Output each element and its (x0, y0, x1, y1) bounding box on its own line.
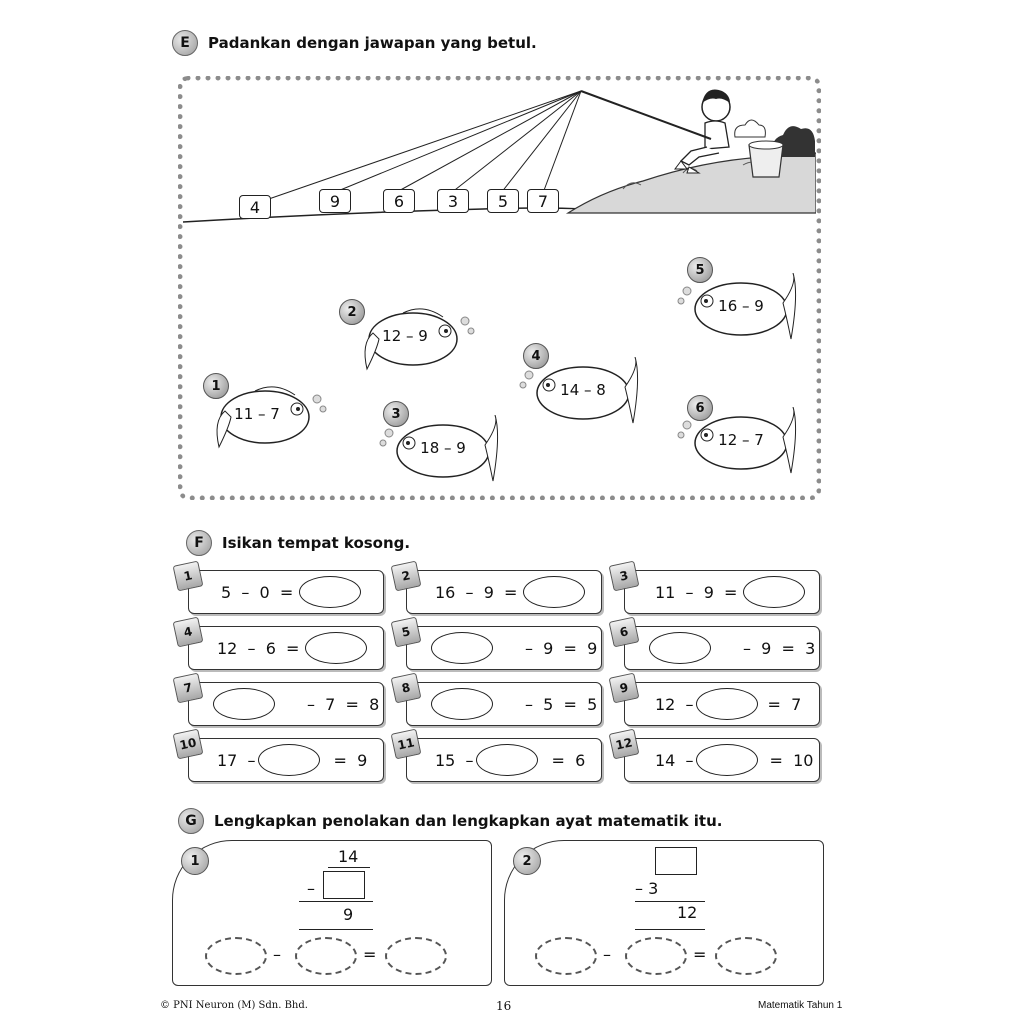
fish-5-number: 5 (687, 257, 713, 283)
card-1-result-line (299, 901, 373, 902)
card-1-bottom-line (299, 929, 373, 930)
fill-item-8-right: – 5 = 5 (525, 694, 598, 714)
fill-item-11-left: 15 – (435, 750, 474, 770)
card-1-sentence-equals: = (363, 945, 377, 964)
fill-item-9-number: 9 (609, 673, 640, 704)
fish-2-number: 2 (339, 299, 365, 325)
section-e-instruction: Padankan dengan jawapan yang betul. (208, 34, 537, 52)
card-1-result: 9 (343, 905, 354, 924)
fill-item-6 (618, 624, 820, 670)
fill-item-5-number: 5 (391, 617, 422, 648)
fill-item-6-number: 6 (609, 617, 640, 648)
fill-item-7-blank[interactable] (213, 688, 275, 720)
fill-item-1-number: 1 (173, 561, 204, 592)
fill-item-11-number: 11 (391, 729, 422, 760)
fill-item-4-blank[interactable] (305, 632, 367, 664)
card-2-cloud-1[interactable] (535, 937, 597, 975)
fish-5-expression: 16 – 9 (718, 297, 764, 315)
card-2-bottom-line (635, 929, 705, 930)
fish-4-expression: 14 – 8 (560, 381, 606, 399)
fill-item-5 (400, 624, 602, 670)
fill-item-9-left: 12 – (655, 694, 694, 714)
fill-item-2-number: 2 (391, 561, 422, 592)
fill-item-3 (618, 568, 820, 614)
subtraction-card-2 (504, 840, 824, 986)
fill-item-12-right: = 10 (769, 750, 814, 770)
card-2-cloud-2[interactable] (625, 937, 687, 975)
card-1-top-number: 14 (338, 847, 359, 866)
card-2-cloud-3[interactable] (715, 937, 777, 975)
subtraction-card-1 (172, 840, 492, 986)
fish-2[interactable] (347, 303, 483, 373)
fill-item-7-number: 7 (173, 673, 204, 704)
fill-item-7 (182, 680, 384, 726)
fill-item-11-blank[interactable] (476, 744, 538, 776)
card-1-cloud-1[interactable] (205, 937, 267, 975)
fish-6-number: 6 (687, 395, 713, 421)
section-f-instruction: Isikan tempat kosong. (222, 534, 411, 552)
fill-item-10 (178, 735, 384, 782)
fill-item-5-blank[interactable] (431, 632, 493, 664)
fill-item-5-right: – 9 = 9 (525, 638, 598, 658)
footer-book-title: Matematik Tahun 1 (758, 1000, 843, 1011)
card-2-sentence-minus: – (603, 945, 611, 964)
fishing-scene (178, 76, 821, 500)
fill-item-2-blank[interactable] (523, 576, 585, 608)
card-1-top-line (328, 867, 370, 868)
fill-item-2-left: 16 – 9 = (435, 582, 518, 602)
fill-item-8-number: 8 (391, 673, 422, 704)
card-2-sentence-equals: = (693, 945, 707, 964)
fill-item-11 (396, 735, 602, 782)
answer-box-5[interactable]: 5 (487, 189, 519, 213)
subtraction-card-2-number: 2 (513, 847, 541, 875)
fish-4-number: 4 (523, 343, 549, 369)
section-f-badge: F (186, 530, 212, 556)
fill-item-1-blank[interactable] (299, 576, 361, 608)
fill-item-3-blank[interactable] (743, 576, 805, 608)
fill-item-1 (182, 568, 384, 614)
section-e-header (172, 30, 537, 56)
card-1-cloud-3[interactable] (385, 937, 447, 975)
fish-3-number: 3 (383, 401, 409, 427)
footer-page-number: 16 (496, 999, 512, 1013)
fill-item-6-right: – 9 = 3 (743, 638, 816, 658)
fill-item-12 (614, 735, 820, 782)
fill-item-9-blank[interactable] (696, 688, 758, 720)
fish-1[interactable] (205, 378, 335, 451)
fill-item-1-left: 5 – 0 = (221, 582, 294, 602)
card-2-result-line (635, 901, 705, 902)
card-2-minus-three: – 3 (635, 879, 659, 898)
fill-item-10-left: 17 – (217, 750, 256, 770)
card-1-blank-box[interactable] (323, 871, 365, 899)
fill-item-2 (400, 568, 602, 614)
card-1-minus-sign: – (307, 879, 315, 898)
card-1-cloud-2[interactable] (295, 937, 357, 975)
fish-6-expression: 12 – 7 (718, 431, 764, 449)
fill-item-8 (400, 680, 602, 726)
fish-1-number: 1 (203, 373, 229, 399)
section-g-header (178, 808, 722, 834)
fill-item-12-left: 14 – (655, 750, 694, 770)
answer-box-6[interactable]: 7 (527, 189, 559, 213)
card-2-result: 12 (677, 903, 698, 922)
fish-3[interactable] (379, 406, 509, 485)
answer-box-1[interactable]: 4 (239, 195, 271, 219)
answer-box-3[interactable]: 6 (383, 189, 415, 213)
fill-item-9 (618, 680, 820, 726)
section-e-badge: E (172, 30, 198, 56)
fish-5[interactable] (677, 262, 807, 343)
fill-item-11-right: = 6 (551, 750, 586, 770)
fill-item-10-number: 10 (173, 729, 204, 760)
fill-item-4 (182, 624, 384, 670)
fill-item-10-right: = 9 (333, 750, 368, 770)
fill-item-12-blank[interactable] (696, 744, 758, 776)
fill-item-9-right: = 7 (767, 694, 802, 714)
fill-item-3-left: 11 – 9 = (655, 582, 738, 602)
card-1-sentence-minus: – (273, 945, 281, 964)
subtraction-card-1-number: 1 (181, 847, 209, 875)
section-g-badge: G (178, 808, 204, 834)
fill-item-3-number: 3 (609, 561, 640, 592)
answer-box-2[interactable]: 9 (319, 189, 351, 213)
fill-item-4-left: 12 – 6 = (217, 638, 300, 658)
fish-6[interactable] (677, 400, 807, 477)
fill-item-10-blank[interactable] (258, 744, 320, 776)
answer-box-4[interactable]: 3 (437, 189, 469, 213)
footer-copyright: © PNI Neuron (M) Sdn. Bhd. (160, 1000, 308, 1011)
fill-item-4-number: 4 (173, 617, 204, 648)
fish-4[interactable] (519, 348, 649, 427)
section-g-instruction: Lengkapkan penolakan dan lengkapkan ayat matematik itu. (214, 812, 723, 830)
fill-item-7-right: – 7 = 8 (307, 694, 380, 714)
card-2-blank-box[interactable] (655, 847, 697, 875)
fish-2-expression: 12 – 9 (382, 327, 428, 345)
fill-item-12-number: 12 (609, 729, 640, 760)
fill-item-6-blank[interactable] (649, 632, 711, 664)
section-f-header (186, 530, 410, 556)
fish-3-expression: 18 – 9 (420, 439, 466, 457)
fish-1-expression: 11 – 7 (234, 405, 280, 423)
fill-item-8-blank[interactable] (431, 688, 493, 720)
